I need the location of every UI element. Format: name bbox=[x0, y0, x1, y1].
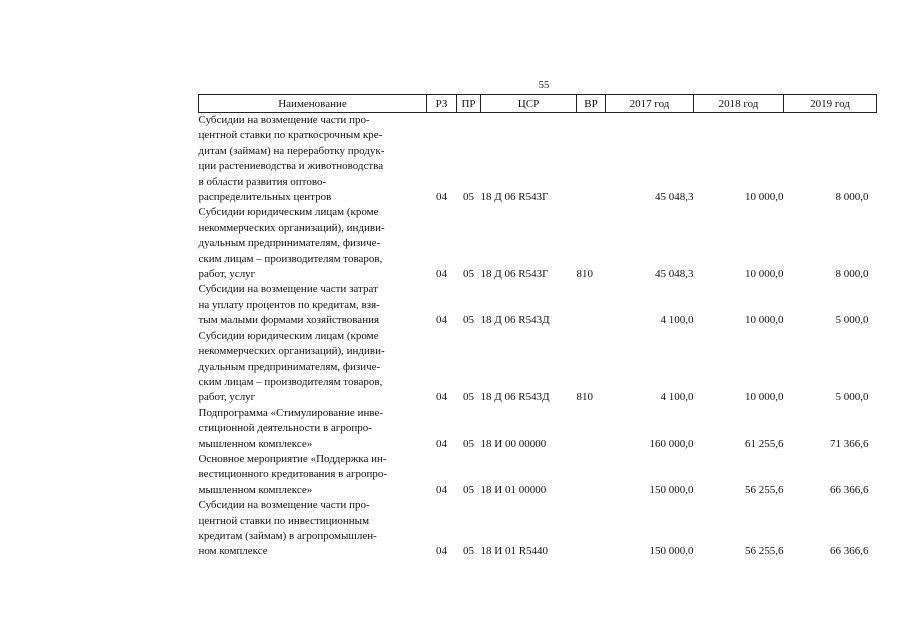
row-2019-cell: 71 366,6 bbox=[830, 437, 869, 450]
row-vr-cell bbox=[577, 113, 606, 206]
table-row bbox=[199, 329, 877, 406]
row-csr-cell: 18 И 00 00000 bbox=[480, 437, 547, 450]
row-pr-cell: 05 bbox=[463, 191, 474, 204]
row-2017-cell: 45 048,3 bbox=[655, 268, 694, 281]
row-2018-cell: 10 000,0 bbox=[745, 268, 784, 281]
table-row bbox=[199, 498, 877, 560]
row-pr-cell: 05 bbox=[463, 437, 474, 450]
row-name-line: некоммерческих организаций), индиви- bbox=[198, 345, 385, 358]
page-number: 55 bbox=[538, 80, 550, 91]
row-rz-cell: 04 bbox=[436, 391, 447, 404]
header-2017: 2017 год bbox=[606, 95, 694, 113]
header-rz: РЗ bbox=[427, 95, 457, 113]
row-name-cell bbox=[199, 282, 427, 328]
row-name-cell bbox=[199, 113, 427, 206]
table-body bbox=[199, 113, 877, 560]
row-2017-cell: 45 048,3 bbox=[655, 191, 694, 204]
row-pr-cell: 05 bbox=[463, 483, 474, 496]
table-header-row bbox=[199, 95, 877, 113]
row-csr-cell: 18 Д 06 R543Д bbox=[480, 391, 550, 404]
row-name-line: Субсидии юридическим лицам (кроме bbox=[198, 329, 379, 342]
row-2018-cell: 56 255,6 bbox=[745, 483, 784, 496]
row-name-line: работ, услуг bbox=[198, 268, 256, 281]
row-2018-cell: 10 000,0 bbox=[745, 314, 784, 327]
row-vr-cell: 810 bbox=[576, 391, 593, 404]
row-vr-cell bbox=[577, 498, 606, 560]
row-2017-cell: 150 000,0 bbox=[649, 545, 694, 558]
row-2017-cell: 160 000,0 bbox=[649, 437, 694, 450]
row-2019-cell: 5 000,0 bbox=[835, 314, 869, 327]
table-row bbox=[199, 205, 877, 282]
row-name-cell bbox=[199, 406, 427, 452]
row-rz-cell: 04 bbox=[436, 437, 447, 450]
row-csr-cell: 18 И 01 00000 bbox=[480, 483, 547, 496]
row-name-line: ским лицам – производителям товаров, bbox=[198, 375, 383, 388]
table-row bbox=[199, 113, 877, 206]
row-vr-cell bbox=[577, 282, 606, 328]
row-2018-cell: 61 255,6 bbox=[745, 437, 784, 450]
row-vr-cell bbox=[577, 452, 606, 498]
row-name-line: в области развития оптово- bbox=[198, 175, 327, 188]
row-csr-cell: 18 И 01 R5440 bbox=[480, 545, 549, 558]
row-csr-cell: 18 Д 06 R543Г bbox=[480, 191, 549, 204]
table-row bbox=[199, 452, 877, 498]
row-name-line: мышленном комплексе» bbox=[198, 483, 313, 496]
row-2019-cell: 8 000,0 bbox=[835, 268, 869, 281]
row-csr-cell: 18 Д 06 R543Д bbox=[480, 314, 550, 327]
row-name-line: ции растениеводства и животноводства bbox=[198, 160, 384, 173]
row-name-line: центной ставки по инвестиционным bbox=[198, 514, 370, 527]
row-name-cell bbox=[199, 498, 427, 560]
row-2019-cell: 66 366,6 bbox=[830, 545, 869, 558]
row-rz-cell: 04 bbox=[436, 268, 447, 281]
row-2017-cell: 4 100,0 bbox=[660, 391, 694, 404]
row-name-line: тым малыми формами хозяйствования bbox=[198, 314, 380, 327]
row-name-line: мышленном комплексе» bbox=[198, 437, 313, 450]
header-name: Наименование bbox=[199, 95, 427, 113]
row-name-line: дуальным предпринимателям, физиче- bbox=[198, 360, 381, 373]
row-vr-cell: 810 bbox=[576, 268, 593, 281]
header-2019: 2019 год bbox=[784, 95, 877, 113]
row-name-line: Субсидии на возмещение части про- bbox=[198, 114, 370, 126]
row-pr-cell: 05 bbox=[463, 545, 474, 558]
row-rz-cell: 04 bbox=[436, 191, 447, 204]
row-2019-cell: 8 000,0 bbox=[835, 191, 869, 204]
row-name-line: кредитам (займам) в агропромышлен- bbox=[198, 529, 377, 542]
row-2018-cell: 10 000,0 bbox=[745, 391, 784, 404]
row-2018-cell: 10 000,0 bbox=[745, 191, 784, 204]
row-name-cell bbox=[199, 329, 427, 406]
row-name-line: Субсидии юридическим лицам (кроме bbox=[198, 206, 379, 219]
header-csr: ЦСР bbox=[481, 95, 577, 113]
row-pr-cell: 05 bbox=[463, 391, 474, 404]
row-2019-cell: 5 000,0 bbox=[835, 391, 869, 404]
row-name-line: стиционной деятельности в агропро- bbox=[198, 422, 372, 435]
row-name-line: Основное мероприятие «Поддержка ин- bbox=[198, 452, 387, 465]
row-pr-cell: 05 bbox=[463, 314, 474, 327]
header-pr: ПР bbox=[457, 95, 481, 113]
budget-table bbox=[198, 94, 877, 560]
row-2017-cell: 150 000,0 bbox=[649, 483, 694, 496]
row-rz-cell: 04 bbox=[436, 545, 447, 558]
row-name-cell bbox=[199, 205, 427, 282]
row-2019-cell: 66 366,6 bbox=[830, 483, 869, 496]
row-name-line: распределительных центров bbox=[198, 191, 332, 204]
row-name-line: дитам (займам) на переработку продук- bbox=[198, 144, 385, 157]
row-rz-cell: 04 bbox=[436, 483, 447, 496]
row-name-line: центной ставки по краткосрочным кре- bbox=[198, 129, 383, 142]
row-rz-cell: 04 bbox=[436, 314, 447, 327]
table-row bbox=[199, 282, 877, 328]
row-2018-cell: 56 255,6 bbox=[745, 545, 784, 558]
row-name-cell bbox=[199, 452, 427, 498]
header-2018: 2018 год bbox=[694, 95, 784, 113]
row-name-line: некоммерческих организаций), индиви- bbox=[198, 221, 385, 234]
row-name-line: Субсидии на возмещение части затрат bbox=[198, 283, 378, 296]
row-name-line: ном комплексе bbox=[198, 545, 268, 558]
row-name-line: работ, услуг bbox=[198, 391, 256, 404]
row-name-line: ским лицам – производителям товаров, bbox=[198, 252, 383, 265]
row-csr-cell: 18 Д 06 R543Г bbox=[480, 268, 549, 281]
table-row bbox=[199, 406, 877, 452]
row-pr-cell: 05 bbox=[463, 268, 474, 281]
row-name-line: на уплату процентов по кредитам, взя- bbox=[198, 298, 380, 311]
row-2017-cell: 4 100,0 bbox=[660, 314, 694, 327]
row-name-line: Субсидии на возмещение части про- bbox=[198, 499, 370, 512]
row-vr-cell bbox=[577, 406, 606, 452]
row-name-line: вестиционного кредитования в агропро- bbox=[198, 468, 388, 481]
header-vr: ВР bbox=[577, 95, 606, 113]
row-name-line: дуальным предпринимателям, физиче- bbox=[198, 237, 381, 250]
row-name-line: Подпрограмма «Стимулирование инве- bbox=[198, 406, 384, 419]
